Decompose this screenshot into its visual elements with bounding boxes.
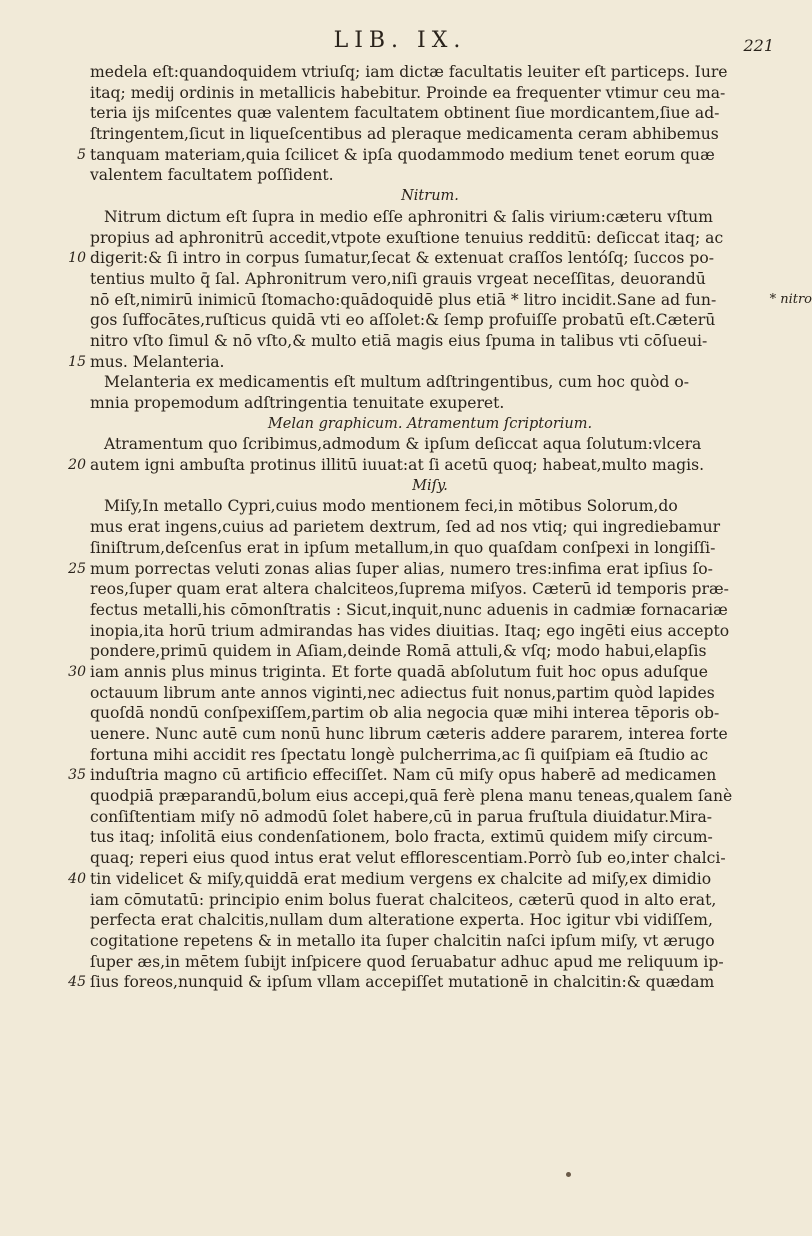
line-text: quaq; reperi eius quod intus erat velut efflorescentiam.Porrò ſub eo,inter chalci- xyxy=(90,849,726,868)
line-text: valentem facultatem poſſident. xyxy=(90,166,334,185)
text-line xyxy=(68,352,770,373)
text-line xyxy=(68,662,770,683)
line-text: fectus metalli,his cōmonſtratis : Sicut,inquit,nunc aduenis in cadmiæ fornacariæ xyxy=(90,600,728,619)
line-text: ſiniſtrum,deſcenſus erat in ipſum metallum,in quo quaſdam conſpexi in longiſſi- xyxy=(90,538,716,557)
text-line xyxy=(90,641,770,662)
section-heading xyxy=(90,414,770,435)
text-line xyxy=(90,517,770,538)
line-text: propius ad aphronitrū accedit,vtpote exuſtione tenuius redditū: deſiccat itaq; ac xyxy=(90,228,724,247)
marginal-note: * nitro xyxy=(769,291,812,307)
main-text-block xyxy=(68,62,812,993)
text-line xyxy=(90,745,770,766)
line-text: Melan graphicum. Atramentum ſcriptorium. xyxy=(267,415,593,432)
line-text: ſuper æs,in mētem ſubijt inſpicere quod ſeruabatur adhuc apud me reliquum ip- xyxy=(90,952,724,971)
text-line xyxy=(90,310,770,331)
line-number: 10 xyxy=(68,250,86,267)
text-line xyxy=(68,455,770,476)
text-line xyxy=(90,269,770,290)
line-number: 15 xyxy=(68,353,86,370)
line-text: quoſdā nondū conſpexiſſem,partim ob alia negocia quæ mihi interea tēporis ob- xyxy=(90,704,720,723)
line-text: pondere,primū quidem in Aſiam,deinde Romā attuli,& vſq; modo habui,elapſis xyxy=(90,642,707,661)
text-line xyxy=(90,83,770,104)
section-heading xyxy=(90,476,770,497)
line-text: ſtringentem,ſicut in liqueſcentibus ad pleraque medicamenta ceram abhibemus xyxy=(90,125,719,144)
line-number: 25 xyxy=(68,560,86,577)
text-line xyxy=(90,848,770,869)
line-text: Nitrum dictum eſt ſupra in medio eſſe aphronitri & ſalis virium:cæteru vſtum xyxy=(104,207,713,226)
line-text: fortuna mihi accidit res ſpectatu longè pulcherrima,ac ſi quiſpiam eā ſtudio ac xyxy=(90,745,709,764)
line-text: nō eſt,nimirū inimicū ſtomacho:quādoquidē plus etiā * litro incidit.Sane ad fun- xyxy=(90,290,717,309)
text-line xyxy=(77,145,770,166)
line-text: quodpiā præparandū,bolum eius accepi,quā ferè plena manu teneas,qualem ſanè xyxy=(90,787,733,806)
line-text: medela eſt:quandoquidem vtriuſq; iam dictæ facultatis leuiter eſt particeps. Iure xyxy=(90,63,728,81)
text-line xyxy=(90,952,770,973)
text-line xyxy=(90,103,770,124)
line-number: 30 xyxy=(68,663,86,680)
text-line xyxy=(90,807,770,828)
text-line xyxy=(90,621,770,642)
line-text: Miſy. xyxy=(412,477,448,494)
text-line xyxy=(68,559,770,580)
line-text: conſiſtentiam miſy nō admodū ſolet habere,cū in parua fruſtula diuidatur.Mira- xyxy=(90,807,713,826)
text-line xyxy=(90,165,770,186)
line-text: iam annis plus minus triginta. Et forte quadā abſolutum fuit hoc opus aduſque xyxy=(90,662,708,681)
line-text: ſius fore⁠os,nunquid & ipſum vllam accepiſſet mutationē in chalcitin:& quædam xyxy=(90,973,715,992)
line-number: 40 xyxy=(68,870,86,887)
line-text: Melanteria ex medicamentis eſt multum adſtringentibus, cum hoc quòd o- xyxy=(104,373,689,392)
line-text: induſtria magno cū artificio effeciſſet. Nam cū miſy opus haberē ad medicamen xyxy=(90,766,717,785)
text-line xyxy=(90,683,770,704)
text-line xyxy=(68,765,770,786)
line-number: 5 xyxy=(77,146,86,163)
section-heading xyxy=(90,186,770,207)
line-text: itaq; medij ordinis in metallicis habebitur. Proinde ea frequenter vtimur ceu ma- xyxy=(90,83,726,102)
line-text: Miſy,In metallo Cypri,cuius modo mentionem feci,in mōtibus Solorum,do xyxy=(104,497,678,516)
line-text: tentius multo q̄ ſal. Aphronitrum vero,niſi grauis vrgeat neceſſitas, deuorandū xyxy=(90,269,706,288)
text-line xyxy=(90,827,770,848)
line-text: mus. Melanteria. xyxy=(90,352,225,371)
line-text: tanquam materiam,quia ſcilicet & ipſa quodammodo medium tenet eorum quæ xyxy=(90,145,715,164)
line-text: tus itaq; inſolitā eius condenſationem, bolo fracta, extimū quidem miſy circum- xyxy=(90,828,713,847)
line-text: Nitrum. xyxy=(401,188,459,205)
line-text: octauum librum ante annos viginti,nec adiectus fuit nonus,partim quòd lapides xyxy=(90,683,715,702)
line-text: digerit:& ſi intro in corpus ſumatur,ſecat & extenuat craſſos lentóſq; ſuccos po- xyxy=(90,249,714,268)
text-line xyxy=(90,434,770,455)
text-line xyxy=(90,393,770,414)
text-line xyxy=(90,372,770,393)
line-text: Atramentum quo ſcribimus,admodum & ipſum deſiccat aqua ſolutum:vlcera xyxy=(104,435,702,454)
line-text: uenere. Nunc autē cum nonū hunc librum cæteris addere pararem, interea forte xyxy=(90,725,728,743)
text-line xyxy=(90,600,770,621)
text-line xyxy=(68,869,770,890)
line-text: teria ijs miſcentes quæ valentem facultatem obtinent ſiue mordicantem,ſiue ad- xyxy=(90,104,720,123)
text-line xyxy=(90,579,770,600)
line-text: autem igni ambuſta protinus illitū iuuat:at ſi acetū quoq; habeat,multo magis. xyxy=(90,456,705,475)
text-line xyxy=(90,331,770,352)
ink-dot xyxy=(566,1172,571,1177)
line-text: mum porrectas veluti zonas alias ſuper alias, numero tres:infima erat ipſius ſo- xyxy=(90,559,713,578)
text-line xyxy=(90,931,770,952)
line-number: 35 xyxy=(68,767,86,784)
text-line xyxy=(90,228,770,249)
text-line xyxy=(90,724,770,745)
text-line xyxy=(68,972,770,993)
text-line xyxy=(90,786,770,807)
text-line xyxy=(90,207,770,228)
text-line xyxy=(90,496,770,517)
line-number: 45 xyxy=(68,974,86,991)
running-head: LIB. IX. xyxy=(333,28,467,53)
line-text: tin videlicet & miſy,quiddā erat medium vergens ex chalcite ad miſy,ex dimidio xyxy=(90,869,712,888)
text-line xyxy=(90,890,770,911)
text-line xyxy=(90,538,770,559)
line-text: gos ſuffocātes,ruſticus quidā vti eo aſſolet:& ſemp profuiſſe probatū eſt.Cæterū xyxy=(90,311,716,330)
line-text: mnia propemodum adſtringentia tenuitate exuperet. xyxy=(90,394,505,412)
line-text: nitro vſto ſimul & nō vſto,& multo etiā magis eius ſpuma in talibus vti cōſueui- xyxy=(90,331,708,350)
line-text: iam cōmutatū: principio enim bolus fuerat chalciteos, cæterū quod in alto erat, xyxy=(90,890,717,909)
line-text: mus erat ingens,cuius ad parietem dextrum, ſed ad nos vtiq; qui ingrediebamur xyxy=(90,518,721,537)
text-line xyxy=(68,248,770,269)
line-text: cogitatione repetens & in metallo ita ſuper chalcitin naſci ipſum miſy, vt ærugo xyxy=(90,931,715,950)
line-number: 20 xyxy=(68,457,86,474)
line-text: inopia,ita horū trium admirandas has vides diuitias. Itaq; ego ingēti eius accepto xyxy=(90,621,730,640)
text-line xyxy=(90,62,770,83)
page-number: 221 xyxy=(743,36,774,55)
line-text: reos,ſuper quam erat altera chalciteos,ſuprema miſyos. Cæterū id temporis præ- xyxy=(90,580,729,599)
text-line xyxy=(90,124,770,145)
text-line xyxy=(90,290,812,311)
text-line xyxy=(90,703,770,724)
text-line xyxy=(90,910,770,931)
line-text: perfecta erat chalcitis,nullam dum alteratione experta. Hoc igitur vbi vidiſſem, xyxy=(90,911,713,930)
